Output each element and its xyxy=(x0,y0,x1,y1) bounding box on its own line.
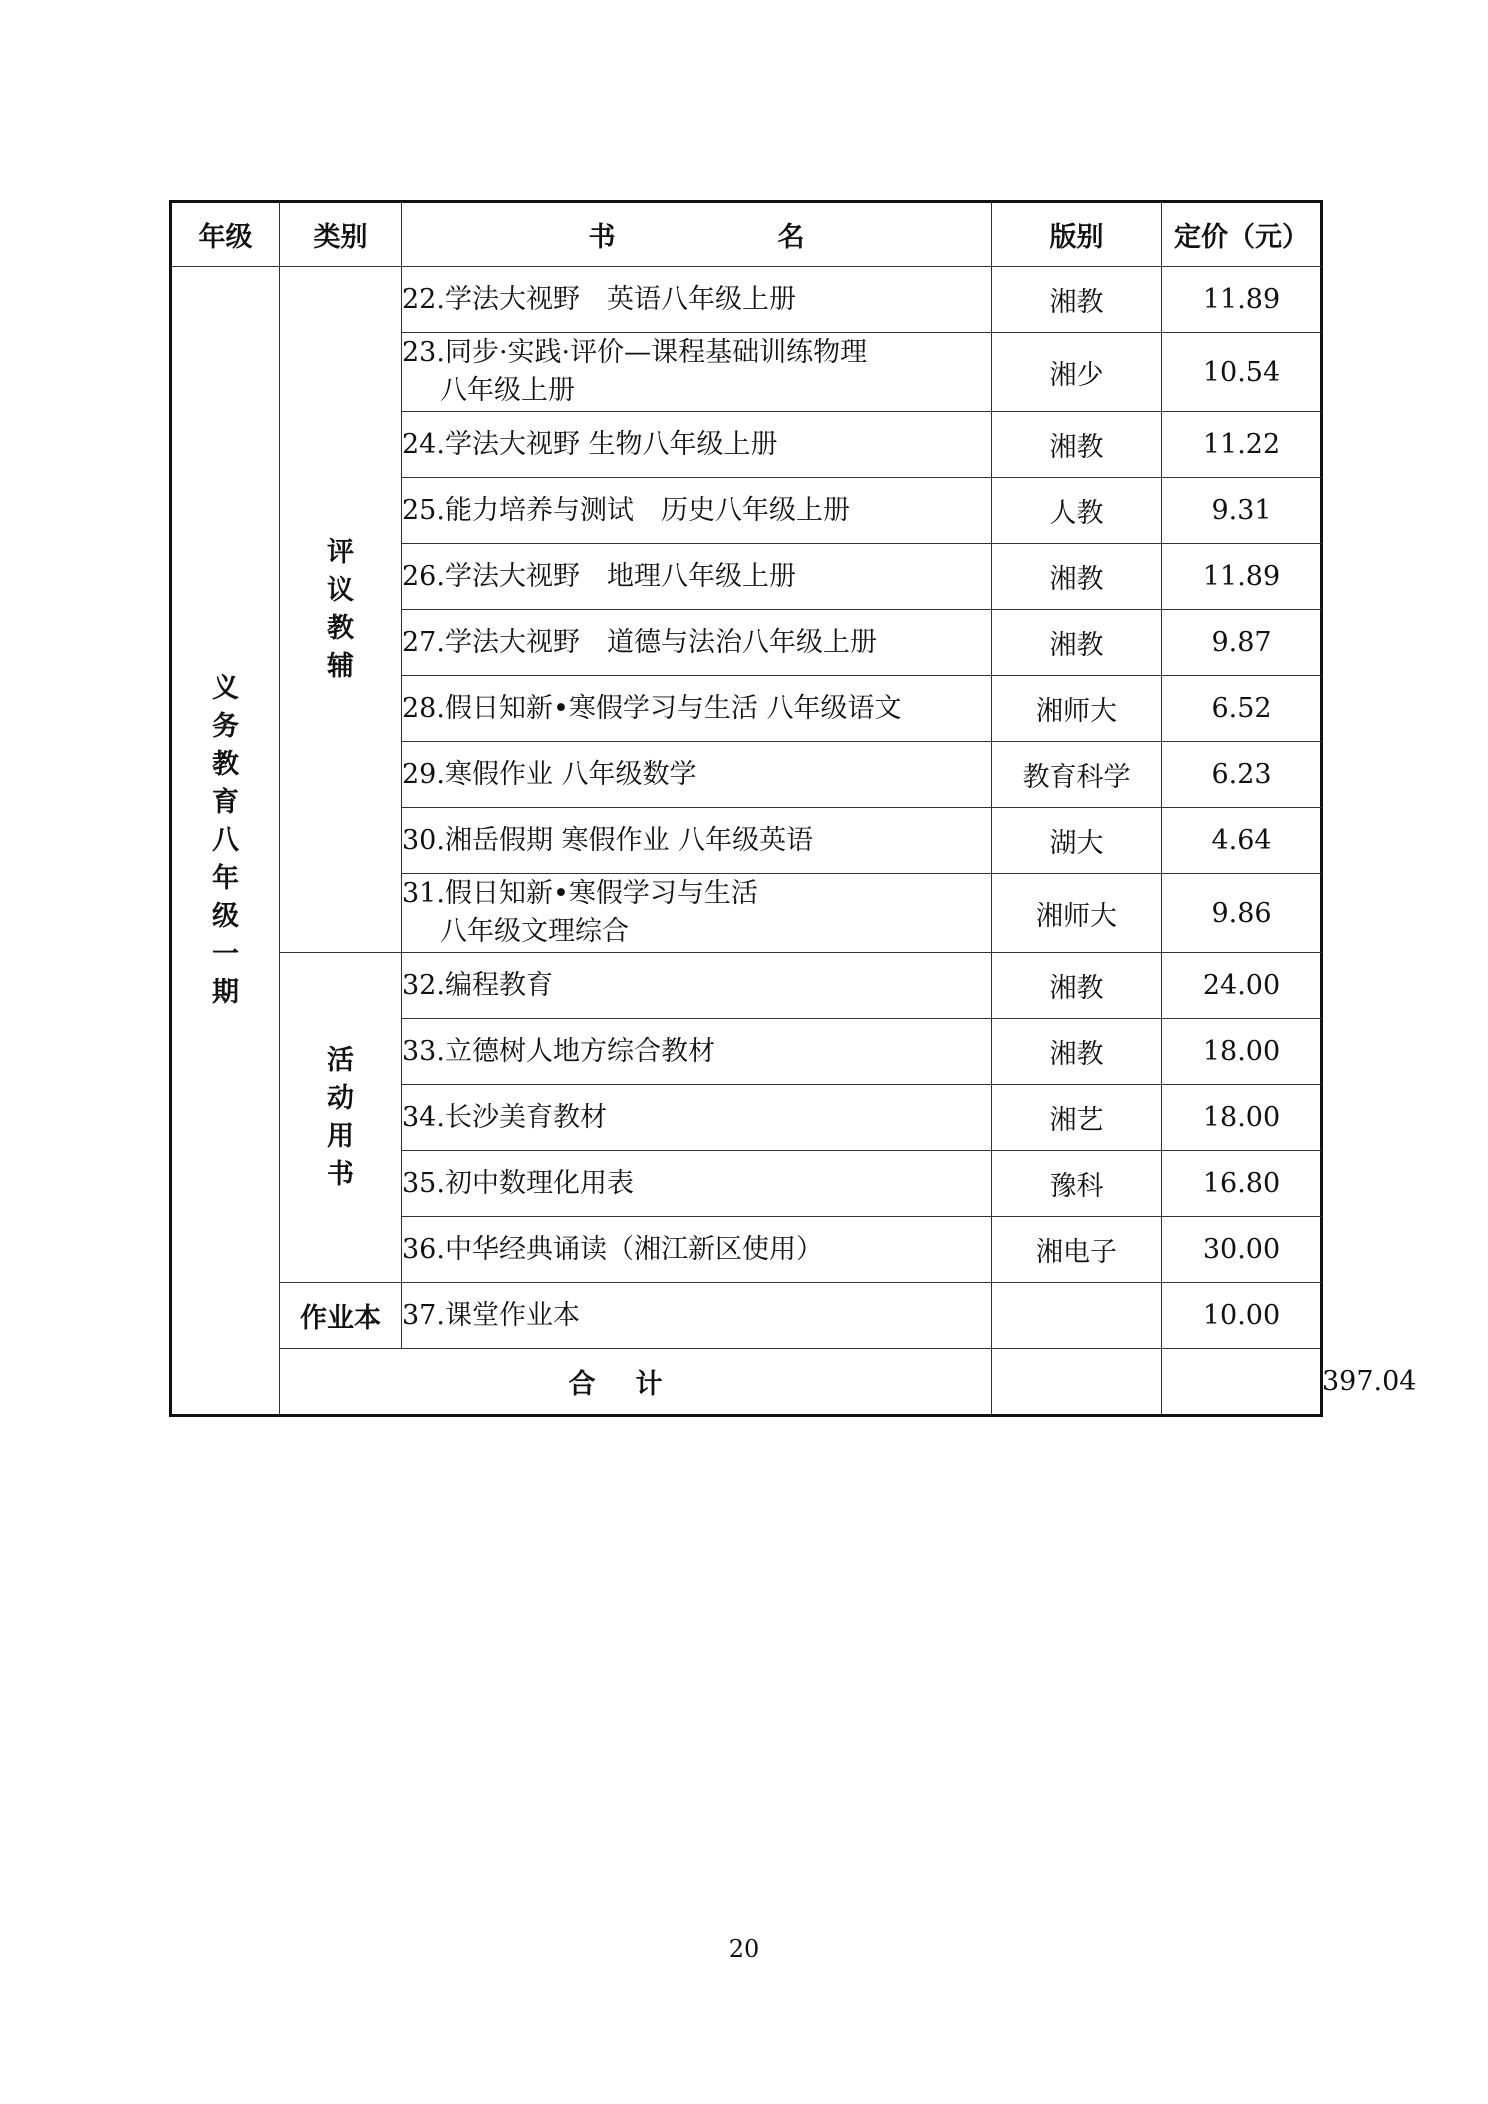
book-publisher: 豫科 xyxy=(992,1151,1162,1217)
total-label: 合计 xyxy=(280,1349,992,1416)
book-price: 9.86 xyxy=(1162,874,1322,953)
book-title: 29.寒假作业 八年级数学 xyxy=(402,742,992,808)
book-price: 9.31 xyxy=(1162,478,1322,544)
header-grade: 年级 xyxy=(171,202,280,267)
book-price: 4.64 xyxy=(1162,808,1322,874)
book-title: 36.中华经典诵读（湘江新区使用） xyxy=(402,1217,992,1283)
header-title: 书 名 xyxy=(402,202,992,267)
book-title: 23.同步·实践·评价—课程基础训练物理 八年级上册 xyxy=(402,333,992,412)
book-publisher: 湘教 xyxy=(992,610,1162,676)
book-price: 18.00 xyxy=(1162,1019,1322,1085)
book-publisher: 湘电子 xyxy=(992,1217,1162,1283)
book-price: 30.00 xyxy=(1162,1217,1322,1283)
book-title: 32.编程教育 xyxy=(402,953,992,1019)
total-row: 合计 397.04 xyxy=(171,1349,1322,1416)
book-publisher: 教育科学 xyxy=(992,742,1162,808)
book-publisher: 人教 xyxy=(992,478,1162,544)
book-price: 11.22 xyxy=(1162,412,1322,478)
header-price: 定价（元） xyxy=(1162,202,1322,267)
table-row xyxy=(171,953,1322,1019)
book-price: 10.54 xyxy=(1162,333,1322,412)
book-title: 27.学法大视野 道德与法治八年级上册 xyxy=(402,610,992,676)
table-header-row xyxy=(171,202,1322,267)
book-title: 30.湘岳假期 寒假作业 八年级英语 xyxy=(402,808,992,874)
category-label-activity: 活动用书 xyxy=(326,1044,354,1190)
grade-label: 义务教育八年级一期 xyxy=(211,672,239,1008)
book-title: 31.假日知新•寒假学习与生活 八年级文理综合 xyxy=(402,874,992,953)
book-publisher: 湘教 xyxy=(992,1019,1162,1085)
book-title: 25.能力培养与测试 历史八年级上册 xyxy=(402,478,992,544)
category-label-review: 评议教辅 xyxy=(326,536,354,682)
category-cell-activity xyxy=(280,953,402,1283)
book-title: 35.初中数理化用表 xyxy=(402,1151,992,1217)
book-price: 18.00 xyxy=(1162,1085,1322,1151)
book-price: 10.00 xyxy=(1162,1283,1322,1349)
book-title: 24.学法大视野 生物八年级上册 xyxy=(402,412,992,478)
book-title: 28.假日知新•寒假学习与生活 八年级语文 xyxy=(402,676,992,742)
book-price: 24.00 xyxy=(1162,953,1322,1019)
book-publisher: 湘艺 xyxy=(992,1085,1162,1151)
page-number: 20 xyxy=(728,1935,760,1963)
book-title: 26.学法大视野 地理八年级上册 xyxy=(402,544,992,610)
total-empty-title xyxy=(992,1349,1162,1416)
book-title: 37.课堂作业本 xyxy=(402,1283,992,1349)
book-publisher: 湘教 xyxy=(992,267,1162,333)
table-row xyxy=(171,267,1322,333)
category-cell-homework: 作业本 xyxy=(280,1283,402,1349)
category-cell-review xyxy=(280,267,402,953)
book-publisher: 湘教 xyxy=(992,953,1162,1019)
grade-cell xyxy=(171,267,280,1416)
textbook-price-table xyxy=(169,200,1417,1417)
book-publisher: 湘师大 xyxy=(992,874,1162,953)
book-price: 6.52 xyxy=(1162,676,1322,742)
book-publisher: 湘教 xyxy=(992,544,1162,610)
book-price: 11.89 xyxy=(1162,544,1322,610)
header-category: 类别 xyxy=(280,202,402,267)
header-publisher: 版别 xyxy=(992,202,1162,267)
book-title: 34.长沙美育教材 xyxy=(402,1085,992,1151)
table-row xyxy=(171,1283,1322,1349)
book-publisher: 湘师大 xyxy=(992,676,1162,742)
book-publisher: 湘教 xyxy=(992,412,1162,478)
book-publisher: 湖大 xyxy=(992,808,1162,874)
book-title: 22.学法大视野 英语八年级上册 xyxy=(402,267,992,333)
book-publisher: 湘少 xyxy=(992,333,1162,412)
book-price: 6.23 xyxy=(1162,742,1322,808)
book-price: 11.89 xyxy=(1162,267,1322,333)
book-title: 33.立德树人地方综合教材 xyxy=(402,1019,992,1085)
book-price: 16.80 xyxy=(1162,1151,1322,1217)
book-price: 9.87 xyxy=(1162,610,1322,676)
total-empty-publisher xyxy=(1162,1349,1322,1416)
book-publisher xyxy=(992,1283,1162,1349)
